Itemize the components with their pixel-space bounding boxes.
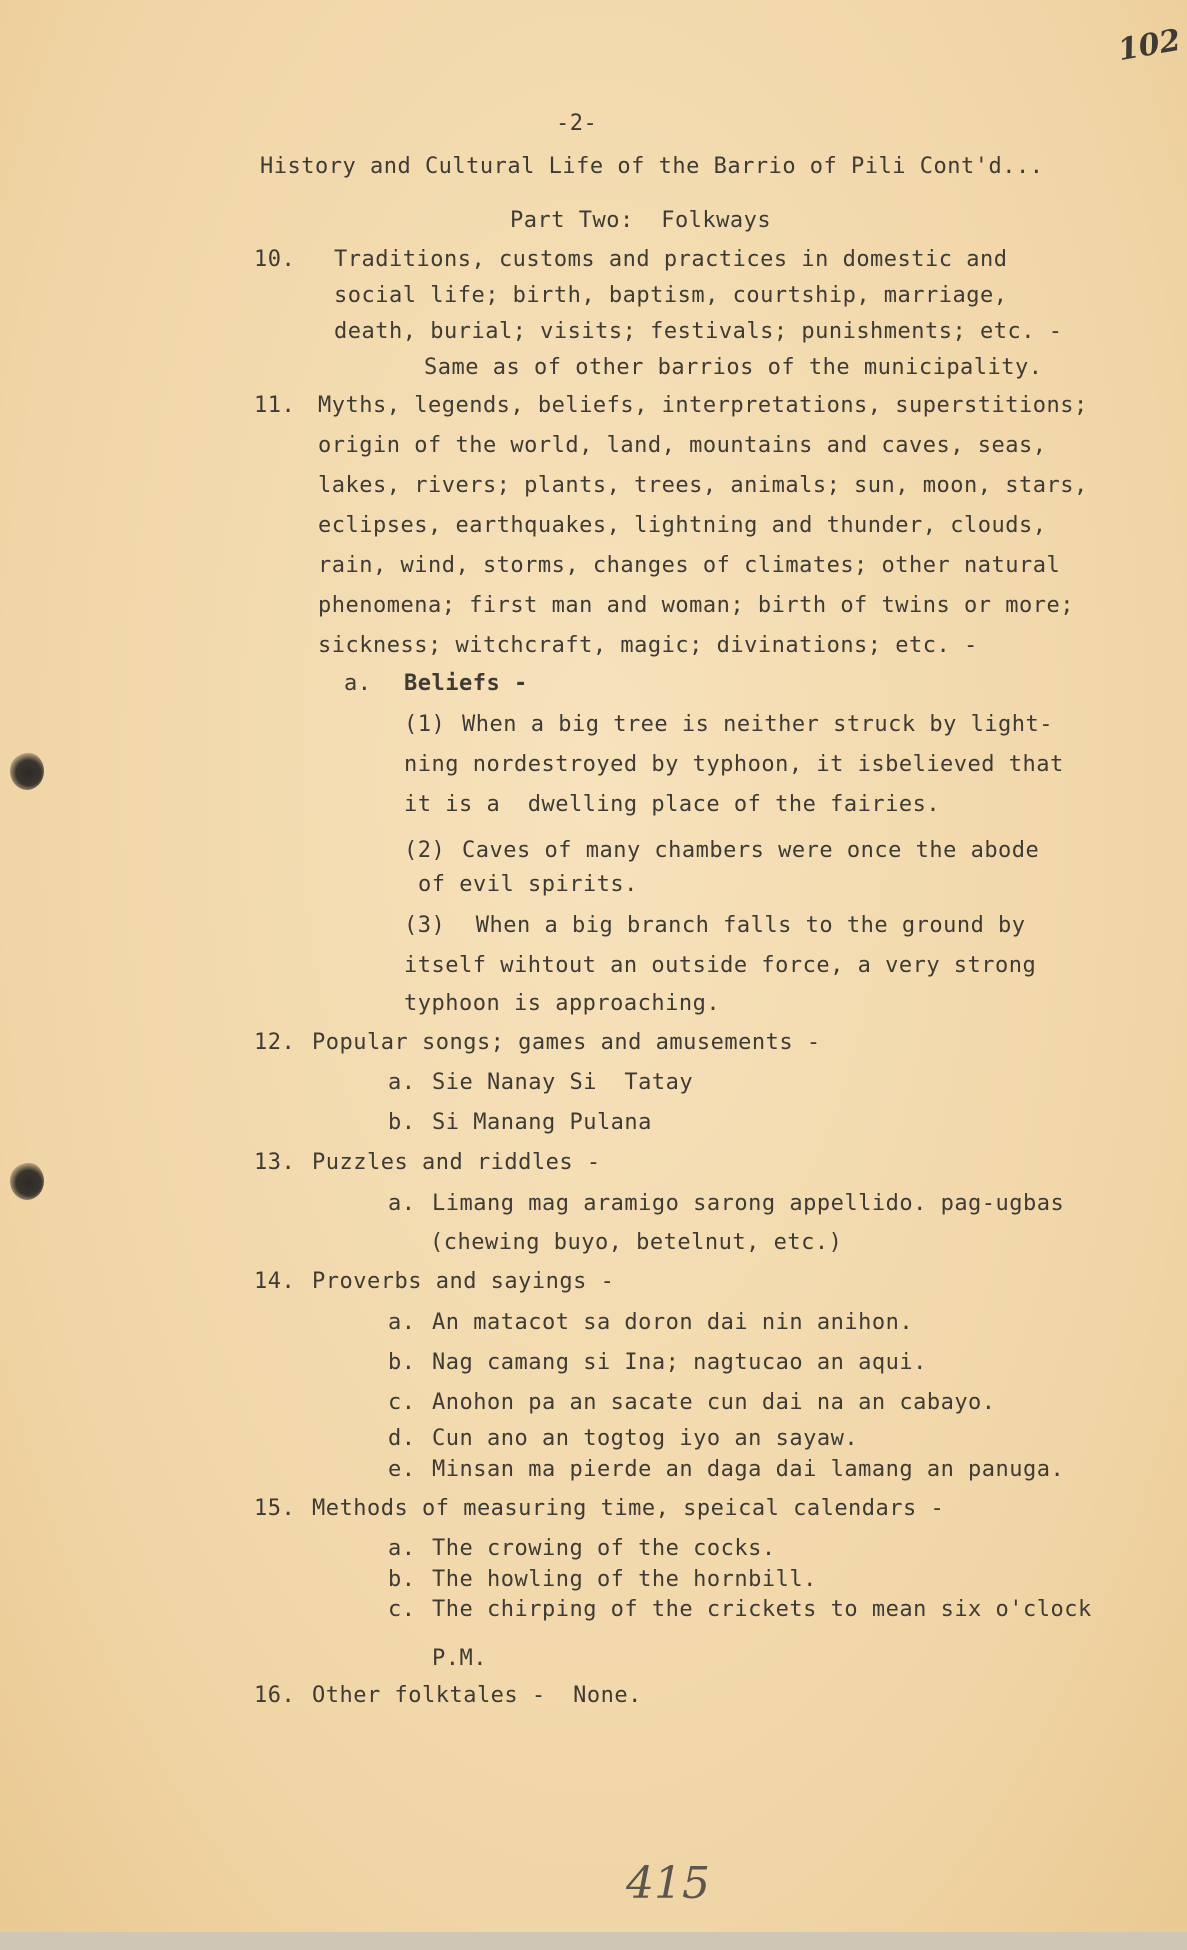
text-line: social life; birth, baptism, courtship, marriage, bbox=[334, 283, 1008, 308]
scan-edge-strip bbox=[0, 1932, 1187, 1950]
list-label: b. bbox=[388, 1567, 416, 1592]
text-line: Traditions, customs and practices in domestic and bbox=[334, 247, 1008, 272]
list-item: Sie Nanay Si Tatay bbox=[432, 1070, 694, 1095]
list-label: e. bbox=[388, 1457, 416, 1482]
text-line: Myths, legends, beliefs, interpretations, superstitions; bbox=[318, 393, 1088, 418]
text-line: death, burial; visits; festivals; punishments; etc. - bbox=[334, 319, 1063, 344]
item-title: Other folktales - None. bbox=[312, 1683, 642, 1708]
list-label: a. bbox=[388, 1191, 416, 1216]
belief-line: When a big branch falls to the ground by bbox=[462, 913, 1026, 938]
text-line: rain, wind, storms, changes of climates; other natural bbox=[318, 553, 1061, 578]
bottom-page-number: 415 bbox=[626, 1858, 710, 1909]
item-number: 13. bbox=[254, 1150, 296, 1175]
item-number: 12. bbox=[254, 1030, 296, 1055]
item-number: 16. bbox=[254, 1683, 296, 1708]
item-title: Puzzles and riddles - bbox=[312, 1150, 601, 1175]
item-number: 11. bbox=[254, 393, 296, 418]
list-label: c. bbox=[388, 1390, 416, 1415]
list-label: d. bbox=[388, 1426, 416, 1451]
list-item: Minsan ma pierde an daga dai lamang an panuga. bbox=[432, 1457, 1065, 1482]
text-line: eclipses, earthquakes, lightning and thunder, clouds, bbox=[318, 513, 1047, 538]
item-number: 10. bbox=[254, 247, 296, 272]
list-label: b. bbox=[388, 1350, 416, 1375]
item-number: 15. bbox=[254, 1496, 296, 1521]
list-label: a. bbox=[388, 1310, 416, 1335]
item-title: Popular songs; games and amusements - bbox=[312, 1030, 821, 1055]
list-label: b. bbox=[388, 1110, 416, 1135]
item-answer: Same as of other barrios of the municipality. bbox=[424, 355, 1043, 380]
list-item: Anohon pa an sacate cun dai na an cabayo. bbox=[432, 1390, 996, 1415]
text-line: origin of the world, land, mountains and caves, seas, bbox=[318, 433, 1047, 458]
corner-page-number: 102 bbox=[1115, 22, 1184, 69]
list-item: The howling of the hornbill. bbox=[432, 1567, 817, 1592]
list-item: The crowing of the cocks. bbox=[432, 1536, 776, 1561]
punch-hole bbox=[10, 1162, 44, 1200]
list-item: An matacot sa doron dai nin anihon. bbox=[432, 1310, 914, 1335]
sub-item-title: Beliefs - bbox=[404, 671, 528, 696]
list-label: c. bbox=[388, 1597, 416, 1622]
text-line: sickness; witchcraft, magic; divinations; etc. - bbox=[318, 633, 978, 658]
text-line: phenomena; first man and woman; birth of twins or more; bbox=[318, 593, 1074, 618]
belief-line: of evil spirits. bbox=[418, 872, 638, 897]
belief-number: (2) bbox=[404, 838, 446, 863]
text-line: lakes, rivers; plants, trees, animals; sun, moon, stars, bbox=[318, 473, 1088, 498]
item-number: 14. bbox=[254, 1269, 296, 1294]
sub-item-label: a. bbox=[344, 671, 372, 696]
list-item: Nag camang si Ina; nagtucao an aqui. bbox=[432, 1350, 927, 1375]
list-item-continuation: P.M. bbox=[432, 1646, 487, 1671]
list-item: Cun ano an togtog iyo an sayaw. bbox=[432, 1426, 859, 1451]
page-number: -2- bbox=[556, 111, 598, 136]
list-label: a. bbox=[388, 1070, 416, 1095]
list-item: Si Manang Pulana bbox=[432, 1110, 652, 1135]
belief-line: When a big tree is neither struck by light- bbox=[462, 712, 1054, 737]
belief-line: it is a dwelling place of the fairies. bbox=[404, 792, 941, 817]
belief-line: itself wihtout an outside force, a very strong bbox=[404, 953, 1037, 978]
punch-hole bbox=[10, 752, 44, 790]
document-header: History and Cultural Life of the Barrio of Pili Cont'd... bbox=[260, 154, 1044, 179]
list-item: Limang mag aramigo sarong appellido. pag-ugbas bbox=[432, 1191, 1065, 1216]
belief-line: ning nordestroyed by typhoon, it isbelieved that bbox=[404, 752, 1064, 777]
list-item-continuation: (chewing buyo, betelnut, etc.) bbox=[430, 1230, 843, 1255]
item-title: Methods of measuring time, speical calendars - bbox=[312, 1496, 945, 1521]
item-title: Proverbs and sayings - bbox=[312, 1269, 615, 1294]
list-label: a. bbox=[388, 1536, 416, 1561]
part-title: Part Two: Folkways bbox=[510, 208, 772, 233]
list-item: The chirping of the crickets to mean six o'clock bbox=[432, 1597, 1092, 1622]
belief-number: (3) bbox=[404, 913, 446, 938]
belief-line: typhoon is approaching. bbox=[404, 991, 721, 1016]
belief-number: (1) bbox=[404, 712, 446, 737]
belief-line: Caves of many chambers were once the abode bbox=[462, 838, 1040, 863]
